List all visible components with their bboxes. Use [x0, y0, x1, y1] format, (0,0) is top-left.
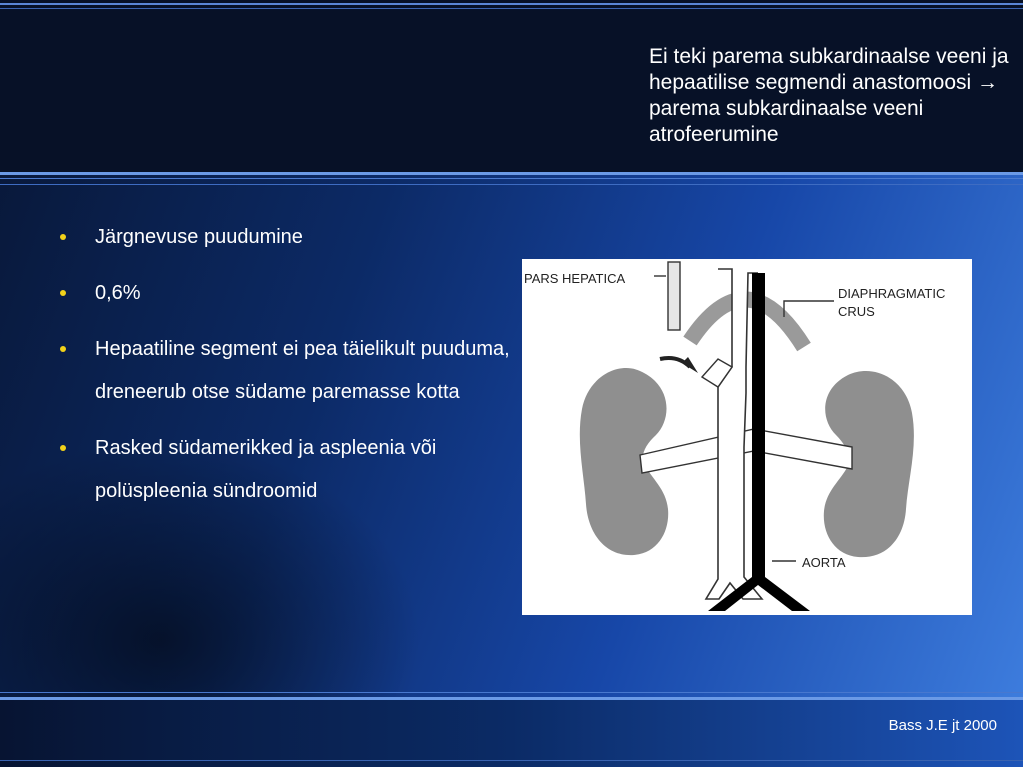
bullet-item [60, 328, 510, 414]
bullet-item [60, 216, 510, 259]
bullet-text: Järgnevuse puudumine [95, 226, 303, 248]
bullet-item [60, 272, 510, 315]
bullet-text: 0,6% [95, 282, 141, 304]
arrow-head-icon [682, 357, 698, 373]
bullet-dot-icon [60, 445, 66, 451]
bullet-dot-icon [60, 290, 66, 296]
divider-line [0, 184, 1023, 185]
anatomy-diagram [522, 259, 972, 615]
bullet-text: Hepaatiline segment ei pea täielikult puuduma, dreneerub otse südame paremasse kotta [95, 338, 510, 403]
bullet-dot-icon [60, 234, 66, 240]
diaphragmatic-label: DIAPHRAGMATIC [838, 286, 946, 301]
aorta-label: AORTA [802, 555, 846, 570]
footer-band [0, 697, 1023, 767]
divider-line [0, 697, 1023, 700]
divider-line [0, 760, 1023, 761]
renal-vein-shape [640, 429, 852, 473]
citation: Bass J.E jt 2000 [888, 717, 997, 734]
pars-hepatica-label: PARS HEPATICA [524, 271, 626, 286]
bullet-item [60, 427, 510, 513]
bullet-text: Rasked südamerikked ja aspleenia või polüspleenia sündroomid [95, 437, 437, 502]
slide-title: Ei teki parema subkardinaalse veeni ja hepaatilise segmendi anastomoosi → parema subkardinaalse veeni atrofeerumine [649, 45, 1009, 146]
divider-line [0, 8, 1023, 9]
divider-line [0, 178, 1023, 179]
pars-hepatica-marker [668, 262, 680, 330]
divider-line [0, 172, 1023, 175]
crus-label: CRUS [838, 304, 875, 319]
bullet-list [60, 216, 510, 526]
divider-line [0, 3, 1023, 5]
bullet-dot-icon [60, 346, 66, 352]
diaphragmatic-leader [784, 301, 834, 317]
divider-line [0, 692, 1023, 693]
